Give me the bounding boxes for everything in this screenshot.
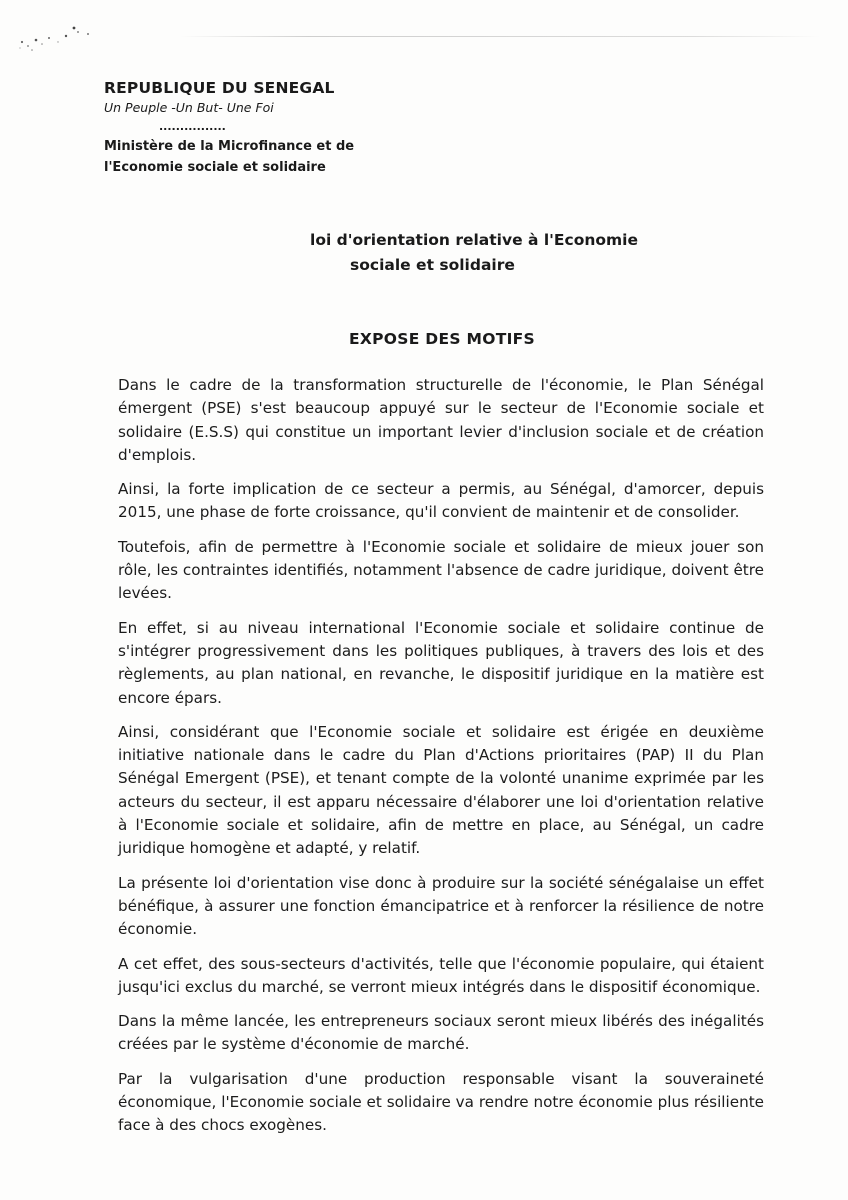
ministry-name-line1: Ministère de la Microfinance et de [104, 139, 355, 154]
paragraph: Dans la même lancée, les entrepreneurs sociaux seront mieux libérés des inégalités créées par le système d'économie de marché. [118, 1012, 764, 1054]
law-title [310, 228, 730, 278]
ministry-name [104, 136, 504, 178]
paragraph: Dans le cadre de la transformation structurelle de l'économie, le Plan Sénégal émergent (PSE) s'est beaucoup appuyé sur le secteur de l'Economie sociale et solidaire (E.S.S) qui constitue un important levier d'inclusion sociale et de création d'emplois. [118, 376, 764, 464]
paragraph: La présente loi d'orientation vise donc à produire sur la société sénégalaise un effet bénéfique, à assurer une fonction émancipatrice et à renforcer la résilience de notre économie. [118, 873, 764, 939]
paragraph: Toutefois, afin de permettre à l'Economie sociale et solidaire de mieux jouer son rôle, les contraintes identifiés, notamment l'absence de cadre juridique, doivent être levées. [118, 537, 764, 603]
letterhead [104, 78, 504, 178]
section-heading: EXPOSE DES MOTIFS [348, 330, 536, 348]
paragraph: Ainsi, considérant que l'Economie sociale et solidaire est érigée en deuxième initiative nationale dans le cadre du Plan d'Actions prioritaires (PAP) II du Plan Sénégal Emergent (PSE), et tenant compte de la volonté unanime exprimée par les acteurs du secteur, il est apparu nécessaire d'élaborer une loi d'orientation relative à l'Economie sociale et solidaire, afin de mettre en place, au Sénégal, un cadre juridique homogène et adapté, y relatif. [118, 722, 764, 858]
scan-noise-marks [14, 20, 124, 70]
ministry-name-line2: l'Economie sociale et solidaire [104, 160, 326, 175]
scan-edge-line [180, 36, 820, 37]
document-body [118, 374, 764, 1149]
dotted-separator: ................ [159, 120, 226, 133]
paragraph: Ainsi, la forte implication de ce secteur a permis, au Sénégal, d'amorcer, depuis 2015, une phase de forte croissance, qu'il convient de maintenir et de consolider. [118, 480, 764, 522]
paragraph: A cet effet, des sous-secteurs d'activités, telle que l'économie populaire, qui étaient jusqu'ici exclus du marché, se verront mieux intégrés dans le dispositif économique. [118, 954, 764, 996]
national-motto: Un Peuple -Un But- Une Foi [104, 100, 274, 115]
country-name: REPUBLIQUE DU SENEGAL [104, 79, 335, 97]
law-title-line2: sociale et solidaire [350, 256, 515, 274]
law-title-line1: loi d'orientation relative à l'Economie [310, 231, 638, 249]
paragraph: Par la vulgarisation d'une production responsable visant la souveraineté économique, l'Economie sociale et solidaire va rendre notre économie plus résiliente face à des chocs exogènes. [118, 1069, 764, 1135]
paragraph: En effet, si au niveau international l'Economie sociale et solidaire continue de s'intégrer progressivement dans les politiques publiques, à travers des lois et des règlements, au plan national, en revanche, le dispositif juridique en la matière est encore épars. [118, 618, 764, 707]
